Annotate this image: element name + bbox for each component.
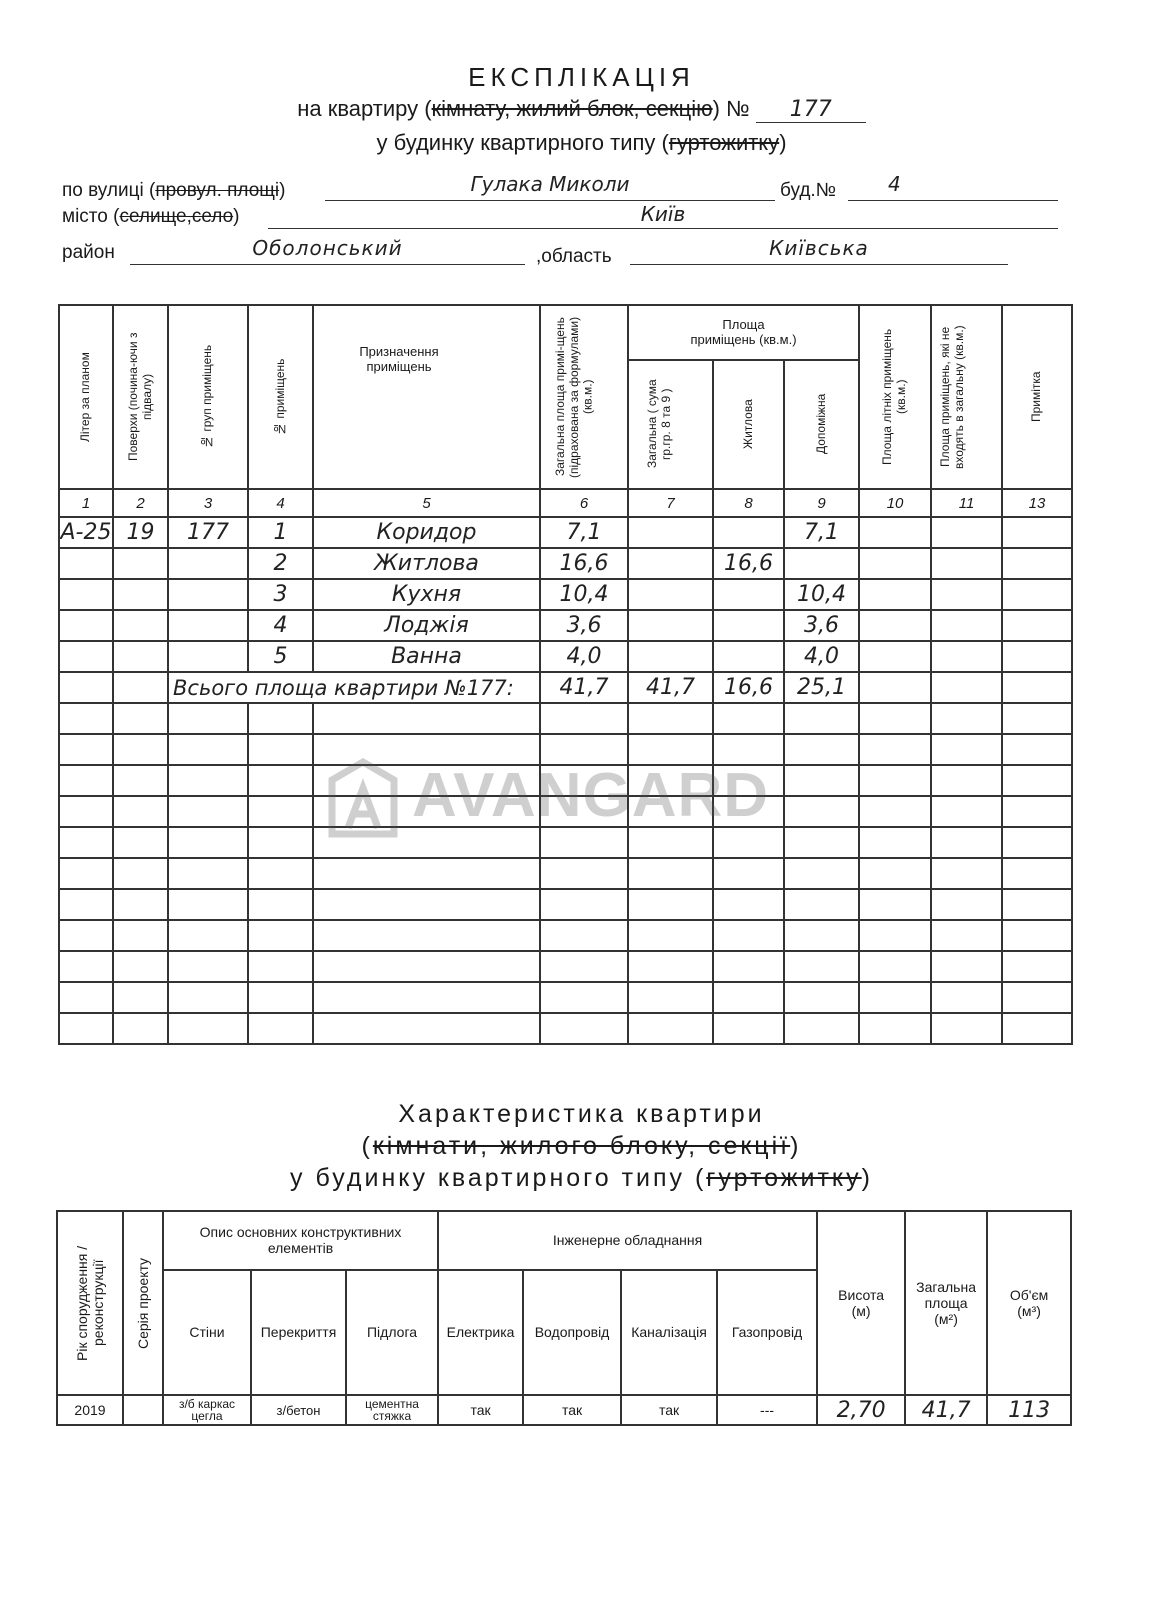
cell-gen: [628, 641, 713, 672]
region-value: Київська: [630, 236, 1008, 265]
cell-group: 177: [168, 517, 248, 548]
cell-no: 1: [248, 517, 313, 548]
header-volume: Об'єм (м³): [1009, 1287, 1049, 1319]
header-struct-group: Опис основних конструктивних елементів: [199, 1224, 402, 1257]
header-excluded-area: Площа приміщень, які не входять в загальну (кв.м.): [937, 325, 966, 469]
empty-row: [59, 703, 1072, 734]
cell-total: 7,1: [540, 517, 628, 548]
header-sewer: Каналізація: [621, 1270, 717, 1395]
cell-total: 10,4: [540, 579, 628, 610]
cell-group: [168, 548, 248, 579]
cell-living: [713, 610, 784, 641]
header-ceilings: Перекриття: [251, 1270, 346, 1395]
struck-text: гуртожитку: [668, 130, 780, 155]
header-height: Висота (м): [838, 1287, 884, 1319]
cell-floor: [113, 641, 168, 672]
subtitle-line-1: на квартиру (кімнату, жилий блок, секцію) № 177: [0, 96, 1163, 123]
cell-floor: [113, 548, 168, 579]
cell-liter: А-25: [59, 517, 113, 548]
watermark-logo-icon: [328, 758, 398, 838]
header-area-group: Площа приміщень (кв.м.): [690, 317, 797, 348]
cell-total: 4,0: [540, 641, 628, 672]
street-label: по вулиці (провул. площі): [62, 180, 286, 201]
cell-empty: [931, 548, 1002, 579]
cell-empty: [931, 641, 1002, 672]
cell-living: [713, 517, 784, 548]
total-aux-cell: 25,1: [784, 672, 859, 703]
empty-row: [59, 982, 1072, 1013]
cell-gen: [628, 517, 713, 548]
cell-empty: [931, 610, 1002, 641]
district-value: Оболонський: [130, 236, 525, 265]
header-note: Примітка: [1029, 371, 1044, 423]
cell-floor: [113, 610, 168, 641]
cell-aux: 4,0: [784, 641, 859, 672]
cell-gen: [628, 579, 713, 610]
cell-aux: [784, 548, 859, 579]
city-value: Київ: [268, 202, 1058, 229]
cell-liter: [59, 610, 113, 641]
header-auxiliary: Допоміжна: [813, 394, 828, 455]
header-area: Загальна площа (м²): [916, 1279, 976, 1327]
cell-empty: [859, 548, 931, 579]
total-general-cell: 41,7: [628, 672, 713, 703]
cell-name: Кухня: [313, 579, 540, 610]
cell-aux: 3,6: [784, 610, 859, 641]
empty-row: [59, 858, 1072, 889]
region-label: ,область: [536, 246, 612, 267]
cell-group: [168, 579, 248, 610]
cell-group: [168, 641, 248, 672]
document-title: ЕКСПЛІКАЦІЯ: [468, 62, 695, 92]
characteristics-table: [56, 1210, 1072, 1426]
cell-empty: [1002, 517, 1072, 548]
total-living-cell: 16,6: [713, 672, 784, 703]
cell-empty: [931, 517, 1002, 548]
empty-row: [59, 889, 1072, 920]
cell-no: 3: [248, 579, 313, 610]
total-area-cell: 41,7: [540, 672, 628, 703]
cell-total: 3,6: [540, 610, 628, 641]
header-living: Житлова: [740, 399, 755, 450]
cell-no: 4: [248, 610, 313, 641]
cell-floor: 19: [113, 517, 168, 548]
header-series: Серія проекту: [134, 1257, 151, 1349]
table-row: [59, 579, 1072, 610]
cell-empty: [1002, 579, 1072, 610]
empty-row: [59, 951, 1072, 982]
section2-subtitle-1: (кімнати, жилого блоку, секції): [361, 1132, 802, 1160]
cell-liter: [59, 641, 113, 672]
cell-floor: [113, 579, 168, 610]
cell-empty: [859, 610, 931, 641]
cell-living: 16,6: [713, 548, 784, 579]
cell-liter: [59, 579, 113, 610]
header-floor: Підлога: [346, 1270, 438, 1395]
header-gas: Газопровід: [717, 1270, 817, 1395]
header-liter: Літер за планом: [78, 352, 93, 442]
cell-empty: [931, 579, 1002, 610]
cell-empty: [1002, 610, 1072, 641]
cell-empty: [1002, 548, 1072, 579]
watermark: AVANGARD: [328, 758, 828, 838]
characteristics-row: 2019 з/б каркас цегла з/бетон цементна стяжка так так так --- 2,70 41,7 113: [57, 1395, 1071, 1425]
cell-no: 5: [248, 641, 313, 672]
header-floors: Поверхи (почина-ючи з підвалу): [125, 332, 154, 462]
table-row: [59, 548, 1072, 579]
header-year: Рік спорудження /реконструкції: [73, 1245, 106, 1361]
cell-liter: [59, 548, 113, 579]
header-general: Загальна ( сума гр.гр. 8 та 9 ): [644, 379, 673, 469]
cell-gen: [628, 548, 713, 579]
cell-living: [713, 579, 784, 610]
street-value: Гулака Миколи: [325, 172, 775, 201]
cell-aux: 10,4: [784, 579, 859, 610]
cell-name: Житлова: [313, 548, 540, 579]
cell-living: [713, 641, 784, 672]
cell-name: Ванна: [313, 641, 540, 672]
building-label: буд.№: [780, 180, 837, 201]
city-label: місто (селище,село): [62, 206, 240, 227]
header-purpose: Призначення приміщень: [359, 344, 439, 374]
empty-row: [59, 920, 1072, 951]
struck-text: кімнату, жилий блок, секцію: [431, 96, 713, 121]
total-row: [59, 672, 1072, 703]
header-eng-group: Інженерне обладнання: [438, 1211, 817, 1270]
cell-name: Коридор: [313, 517, 540, 548]
table-row: [59, 517, 1072, 548]
column-numbers-row: 1 2 3 4 5 6 7 8 9 10 11 13: [59, 489, 1072, 517]
cell-empty: [859, 641, 931, 672]
district-label: район: [62, 242, 115, 263]
cell-empty: [1002, 641, 1072, 672]
section2-subtitle-2: у будинку квартирного типу (гуртожитку): [290, 1164, 873, 1192]
table-row: [59, 641, 1072, 672]
cell-empty: [859, 517, 931, 548]
header-group-no: № груп приміщень: [200, 344, 215, 450]
subtitle-line-2: у будинку квартирного типу (гуртожитку): [376, 130, 787, 155]
building-value: 4: [848, 172, 1058, 201]
cell-gen: [628, 610, 713, 641]
cell-no: 2: [248, 548, 313, 579]
header-total-area: Загальна площа примі-щень (підрахована за формулами) (кв.м.): [553, 316, 595, 478]
header-walls: Стіни: [163, 1270, 251, 1395]
explication-table: [58, 304, 1073, 1045]
header-room-no: № приміщень: [272, 358, 287, 436]
header-water: Водопровід: [523, 1270, 621, 1395]
cell-empty: [859, 579, 931, 610]
header-electric: Електрика: [438, 1270, 523, 1395]
section2-title: Характеристика квартири: [398, 1100, 765, 1128]
table-row: [59, 610, 1072, 641]
cell-total: 16,6: [540, 548, 628, 579]
total-label: Всього площа квартири №177:: [168, 672, 540, 703]
empty-row: [59, 1013, 1072, 1044]
apartment-number: 177: [756, 97, 866, 123]
cell-group: [168, 610, 248, 641]
header-summer-area: Площа літніх приміщень (кв.м.): [880, 328, 909, 466]
cell-aux: 7,1: [784, 517, 859, 548]
cell-name: Лоджія: [313, 610, 540, 641]
